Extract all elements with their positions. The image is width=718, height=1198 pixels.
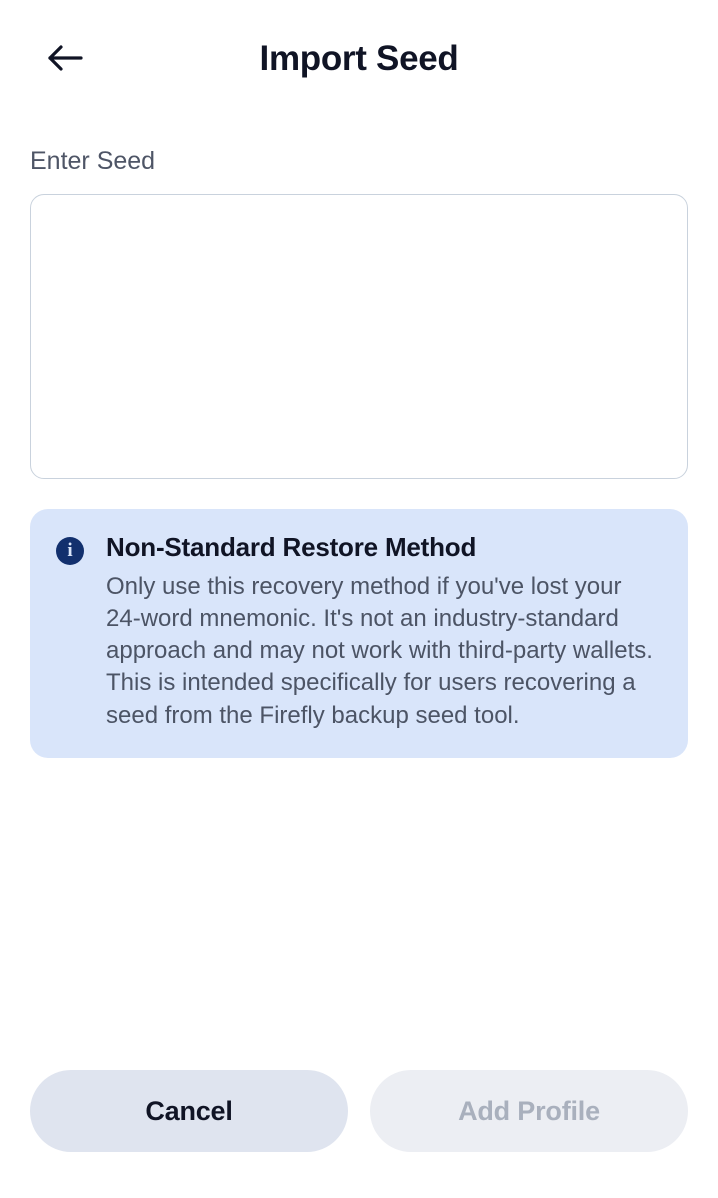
header	[0, 0, 718, 116]
footer-actions	[0, 1070, 718, 1198]
info-title: Non-Standard Restore Method	[106, 531, 477, 562]
seed-input[interactable]	[30, 194, 688, 479]
back-icon[interactable]	[36, 29, 94, 87]
info-icon: i	[56, 537, 84, 565]
cancel-button[interactable]: Cancel	[30, 1070, 348, 1152]
page-title: Import Seed	[259, 38, 459, 78]
info-text-group	[106, 531, 662, 732]
seed-field-label: Enter Seed	[30, 147, 156, 175]
info-body: Only use this recovery method if you've lost your 24-word mnemonic. It's not an industry-standard approach and may not work with third-party wallets. This is intended specifically for users recovering a seed from the Firefly backup seed tool.	[106, 573, 653, 729]
info-callout	[30, 509, 688, 758]
main-content	[0, 116, 718, 1070]
add-profile-button[interactable]: Add Profile	[370, 1070, 688, 1152]
content-spacer	[30, 758, 688, 1070]
